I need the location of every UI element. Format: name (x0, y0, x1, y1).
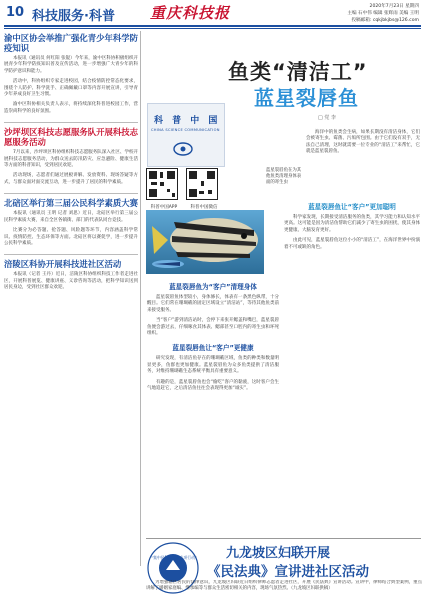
article-paragraph: 本报讯（记者 王丹）近日，涪陵区科协组织科技工作者走进社区，开展科普展览、健康讲座、义诊咨询等活动，把科学知识送到居民身边，受到社区群众欢迎。 (4, 272, 138, 291)
left-article (4, 33, 138, 123)
article-paragraph: 活动中，科协组织专家走进校园，结合疫情防控常态化要求，围绕个人防护、科学洗手、正确佩戴口罩等内容开展宣讲，引导青少年养成良好卫生习惯。 (4, 79, 138, 98)
article-paragraph: 渝中区科协相关负责人表示，将持续深化科普进校园工作，营造崇尚科学的良好氛围。 (4, 102, 138, 114)
article-paragraph: 当“客户”游到清洁站时，会停下来张开鳃盖和嘴巴，蓝星裂唇鱼便会游过去，仔细啄食其体表、鳃部甚至口腔内的寄生虫和坏死组织。 (147, 318, 279, 337)
header-date: 2020年7月23日 星期四 (369, 4, 419, 9)
logo-emblem-icon (172, 140, 194, 158)
bottom-headline-line2: 《民法典》宣讲进社区活动 (207, 564, 369, 580)
logo-text-en: CHINA SCIENCE COMMUNICATION (151, 128, 220, 132)
qr-code-icon (186, 168, 218, 200)
article-paragraph: 本报讯（通讯员 何红阳 张锟）今年来，渝中区科协积极组织开展青少年科学防疫知识普及宣传活动，进一步增强广大青少年的科学防护意识和能力。 (4, 56, 138, 74)
qr-label: 科普中国APP (150, 205, 178, 210)
fish-illustration (146, 210, 264, 274)
logo-text-cn: 科 普 中 国 (154, 116, 221, 126)
feature-subtitle: 蓝星裂唇鱼 (254, 86, 359, 110)
section-heading: 蓝星裂唇鱼为“客户”清理身体 (169, 283, 257, 291)
article-paragraph: 科学家发现，长期接受清洁服务的鱼类，其学习能力和认知水平更高。这可能是因为清洁鱼帮助它们减少了寄生虫的困扰，使其身体更健康、大脑发育更好。 (284, 215, 420, 233)
section-heading: 蓝星裂唇鱼让“客户”更加聪明 (308, 203, 396, 211)
campaign-badge-label: “集中民科学素质专项行动” (151, 555, 197, 560)
header-meta (347, 3, 419, 24)
article-headline: 涪陵区科协开展科技进社区活动 (4, 259, 122, 270)
feature-right-column (284, 196, 420, 536)
article-paragraph: 活动现场，志愿者们通过展板讲解、发放资料、现场答疑等方式，与群众面对面交流互动，进一步提升了居民的科学素质。 (4, 173, 138, 185)
left-article (4, 127, 138, 194)
article-paragraph: 蓝星裂唇鱼体型较小，身体修长，体表有一条黑色纵带，十分醒目。它们常在珊瑚礁的固定区域设立“清洁站”，等待其他鱼类前来接受服务。 (147, 295, 279, 313)
qr-app[interactable] (146, 168, 182, 210)
bottom-headline-line1: 九龙坡区妇联开展 (226, 546, 331, 561)
header-editors: 主编 石中伟 编辑 张辉雨 美编 王明 (347, 11, 419, 16)
section-title: 科技服务·科普 (32, 9, 115, 24)
feature-author: □ 党 李 (318, 115, 336, 121)
feature-intro: 海洋中的鱼类会生病，如果长期没有清洁身体，它们会被寄生虫、霉菌、污垢所包围。由于它们没有双手，无法自己清理，这时就需要一位专业的“清洁工”来帮忙，它就是蓝星裂唇鱼。 (306, 130, 420, 155)
bottom-divider (146, 538, 421, 539)
article-paragraph: 7月以来，沙坪坝区科协组织科技志愿服务队深入社区、学校开展科技志愿服务活动，为群众送去防汛防灾、应急避险、健康生活等方面的科普知识，受到居民欢迎。 (4, 150, 138, 169)
article-headline: 沙坪坝区科技志愿服务队开展科技志愿服务活动 (4, 127, 138, 148)
feature-title: 鱼类“清洁工” (228, 60, 368, 84)
section-heading: 蓝星裂唇鱼让“客户”更健康 (172, 344, 254, 353)
masthead: 重庆科技报 (150, 4, 231, 22)
article-paragraph: 研究发现，有清洁鱼存在的珊瑚礁区域，鱼类的种类和数量明显更多，鱼群也更加健康。蓝星裂唇鱼为众多鱼类提供了清洁服务，对维持珊瑚礁生态系统平衡具有重要意义。 (147, 356, 279, 375)
article-paragraph: 由此可见，蓝星裂唇鱼这位小小的“清洁工”，在海洋世界中扮演着不可或缺的角色。 (284, 238, 420, 250)
article-paragraph: 比赛分为必答题、抢答题、风险题等环节，内容涵盖科学常识、疫情防控、生态环保等方面。北碚区将以赛促学，进一步提升公民科学素质。 (4, 228, 138, 246)
article-paragraph: 有趣的是，蓝星裂唇鱼也会“偷吃”客户的黏液，这时客户会生气地追赶它，之后清洁鱼往往会表现得更加“诚实”。 (147, 379, 279, 392)
article-headline: 渝中区协会举推广强化青少年科学防疫知识 (4, 33, 138, 53)
feature-middle-column (147, 276, 279, 536)
article-paragraph: 本报讯（通讯员 王明 记者 刘思）近日，北碚区举行第三届公民科学素质大赛，来自全区各镇街、部门的代表队同台竞技。 (4, 211, 138, 223)
fish-photo (146, 210, 264, 274)
header-contact: 投稿邮箱: cqkjbkjbs@126.com (351, 18, 419, 23)
qr-code-icon (146, 168, 178, 200)
left-article (4, 198, 138, 255)
photo-caption: 蓝星裂唇鱼在为其他鱼类清理身体表面的寄生虫 (266, 168, 302, 185)
header-rule-thin (4, 28, 421, 29)
left-column (4, 31, 138, 566)
page-number: 10 (6, 5, 25, 20)
article-headline: 北碚区举行第三届公民科学素质大赛 (4, 198, 138, 209)
qr-label: 科普中国微信 (190, 205, 218, 210)
header-rule (4, 25, 421, 27)
column-divider (140, 31, 141, 566)
left-article (4, 259, 138, 291)
bottom-article-text: 为增强辖区居民的法律意识，九龙坡区妇联近日组织律师志愿者走进社区，开展《民法典》宣讲活动。宣讲中，律师结合典型案例，重点讲解了婚姻家庭编、继承编等与群众生活密切相关的内容，现场气氛热烈。（九龙坡区妇联供稿） (146, 580, 422, 591)
qr-wechat[interactable] (186, 168, 222, 210)
